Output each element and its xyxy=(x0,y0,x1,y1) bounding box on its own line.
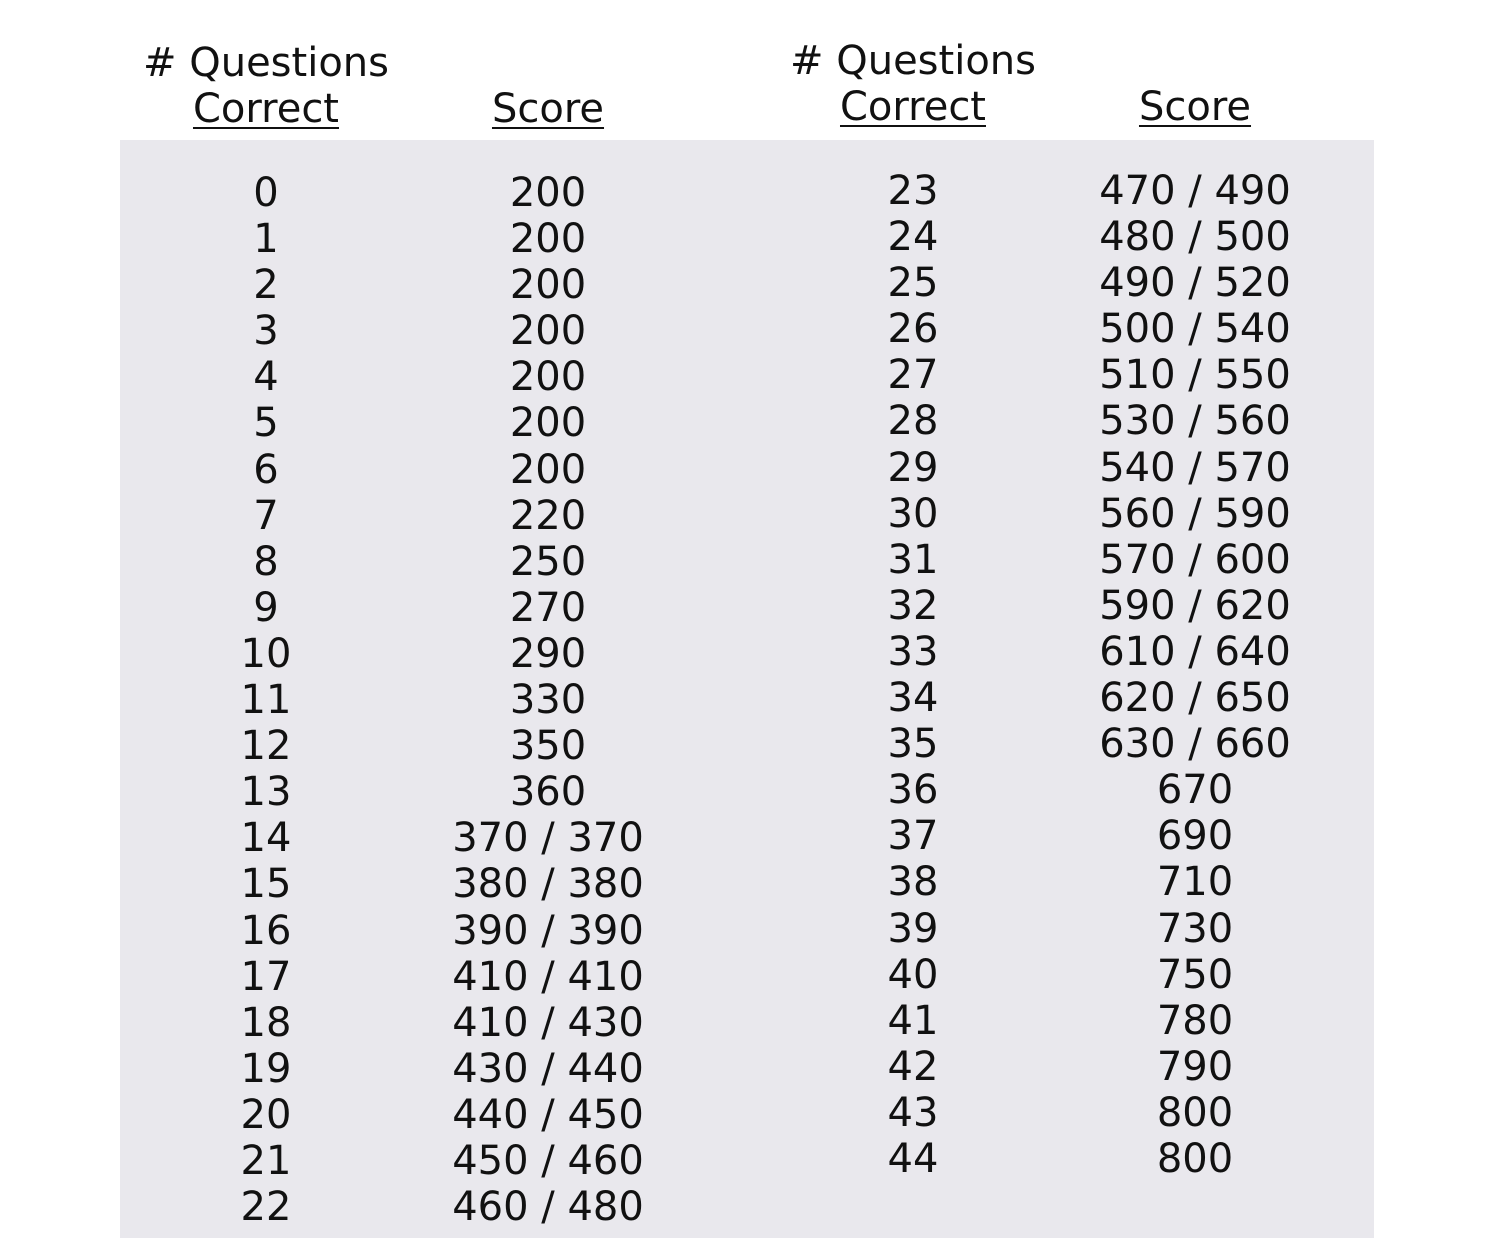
questions-correct-cell: 40 xyxy=(887,951,939,998)
questions-correct-cell: 39 xyxy=(887,905,939,952)
questions-correct-cell: 33 xyxy=(887,628,939,675)
score-cell: 290 xyxy=(509,630,587,677)
questions-correct-cell: 5 xyxy=(253,400,279,447)
questions-correct-cell: 24 xyxy=(887,214,939,261)
questions-correct-cell: 17 xyxy=(240,953,292,1000)
questions-correct-cell: 0 xyxy=(253,170,279,216)
score-cell: 730 xyxy=(1156,905,1234,952)
score-cell: 490 / 520 xyxy=(1099,260,1291,307)
score-cell: 710 xyxy=(1156,859,1234,906)
questions-correct-cell: 16 xyxy=(240,907,292,954)
right-questions-header-line2: Correct xyxy=(839,84,986,130)
right-correct-column xyxy=(888,168,939,1182)
score-cell: 450 / 460 xyxy=(452,1137,644,1184)
questions-correct-cell: 38 xyxy=(887,859,939,906)
questions-correct-cell: 19 xyxy=(240,1045,292,1092)
score-cell: 430 / 440 xyxy=(452,1045,644,1092)
questions-correct-cell: 20 xyxy=(240,1091,292,1138)
score-cell: 360 xyxy=(509,769,587,816)
questions-correct-cell: 35 xyxy=(887,721,939,768)
score-cell: 690 xyxy=(1156,813,1234,860)
questions-correct-cell: 13 xyxy=(240,769,292,816)
questions-correct-cell: 10 xyxy=(240,630,292,677)
questions-correct-cell: 14 xyxy=(240,815,292,862)
score-cell: 440 / 450 xyxy=(452,1091,644,1138)
left-questions-header xyxy=(143,40,389,132)
score-cell: 220 xyxy=(509,492,587,539)
questions-correct-cell: 27 xyxy=(887,352,939,399)
right-questions-header-line1: # Questions xyxy=(790,38,1036,84)
left-score-column xyxy=(452,170,644,1230)
score-cell: 200 xyxy=(509,216,587,263)
questions-correct-cell: 1 xyxy=(253,216,279,263)
score-cell: 270 xyxy=(509,584,587,631)
questions-correct-cell: 9 xyxy=(253,584,279,631)
score-cell: 350 xyxy=(509,723,587,770)
right-questions-header xyxy=(790,38,1036,130)
questions-correct-cell: 3 xyxy=(253,308,279,355)
score-cell: 480 / 500 xyxy=(1099,214,1291,261)
score-cell: 800 xyxy=(1156,1089,1234,1136)
score-cell: 780 xyxy=(1156,997,1234,1044)
score-cell: 510 / 550 xyxy=(1099,352,1291,399)
left-questions-header-line2: Correct xyxy=(192,86,339,132)
score-cell: 330 xyxy=(509,677,587,724)
score-cell: 200 xyxy=(509,262,587,309)
questions-correct-cell: 31 xyxy=(887,536,939,583)
score-cell: 200 xyxy=(509,400,587,447)
score-cell: 460 / 480 xyxy=(452,1184,644,1231)
score-cell: 590 / 620 xyxy=(1099,582,1291,629)
questions-correct-cell: 21 xyxy=(240,1137,292,1184)
score-cell: 790 xyxy=(1156,1043,1234,1090)
score-cell: 370 / 370 xyxy=(452,815,644,862)
score-cell: 530 / 560 xyxy=(1099,398,1291,445)
questions-correct-cell: 28 xyxy=(887,398,939,445)
right-score-column xyxy=(1099,168,1291,1182)
score-cell: 620 / 650 xyxy=(1099,675,1291,722)
questions-correct-cell: 22 xyxy=(240,1184,292,1231)
score-cell: 630 / 660 xyxy=(1099,721,1291,768)
right-score-header: Score xyxy=(1138,84,1252,130)
questions-correct-cell: 26 xyxy=(887,306,939,353)
score-cell: 250 xyxy=(509,538,587,585)
score-cell: 750 xyxy=(1156,951,1234,998)
score-cell: 800 xyxy=(1156,1135,1234,1182)
score-cell: 610 / 640 xyxy=(1099,628,1291,675)
questions-correct-cell: 11 xyxy=(240,677,292,724)
questions-correct-cell: 4 xyxy=(253,354,279,401)
questions-correct-cell: 23 xyxy=(887,168,939,214)
score-cell: 670 xyxy=(1156,767,1234,814)
questions-correct-cell: 18 xyxy=(240,999,292,1046)
questions-correct-cell: 36 xyxy=(887,767,939,814)
score-cell: 200 xyxy=(509,354,587,401)
score-cell: 200 xyxy=(509,446,587,493)
score-cell: 200 xyxy=(509,170,587,216)
score-cell: 410 / 410 xyxy=(452,953,644,1000)
questions-correct-cell: 7 xyxy=(253,492,279,539)
questions-correct-cell: 15 xyxy=(240,861,292,908)
questions-correct-cell: 44 xyxy=(887,1135,939,1182)
questions-correct-cell: 8 xyxy=(253,538,279,585)
score-cell: 390 / 390 xyxy=(452,907,644,954)
questions-correct-cell: 2 xyxy=(253,262,279,309)
score-cell: 470 / 490 xyxy=(1099,168,1291,214)
score-cell: 540 / 570 xyxy=(1099,444,1291,491)
questions-correct-cell: 29 xyxy=(887,444,939,491)
questions-correct-cell: 37 xyxy=(887,813,939,860)
questions-correct-cell: 42 xyxy=(887,1043,939,1090)
score-cell: 200 xyxy=(509,308,587,355)
questions-correct-cell: 12 xyxy=(240,723,292,770)
questions-correct-cell: 25 xyxy=(887,260,939,307)
score-cell: 410 / 430 xyxy=(452,999,644,1046)
score-cell: 570 / 600 xyxy=(1099,536,1291,583)
left-score-header: Score xyxy=(491,86,605,132)
left-correct-column xyxy=(241,170,292,1230)
score-cell: 560 / 590 xyxy=(1099,490,1291,537)
questions-correct-cell: 30 xyxy=(887,490,939,537)
questions-correct-cell: 6 xyxy=(253,446,279,493)
left-questions-header-line1: # Questions xyxy=(143,40,389,86)
score-cell: 380 / 380 xyxy=(452,861,644,908)
questions-correct-cell: 41 xyxy=(887,997,939,1044)
questions-correct-cell: 34 xyxy=(887,675,939,722)
questions-correct-cell: 32 xyxy=(887,582,939,629)
questions-correct-cell: 43 xyxy=(887,1089,939,1136)
score-cell: 500 / 540 xyxy=(1099,306,1291,353)
